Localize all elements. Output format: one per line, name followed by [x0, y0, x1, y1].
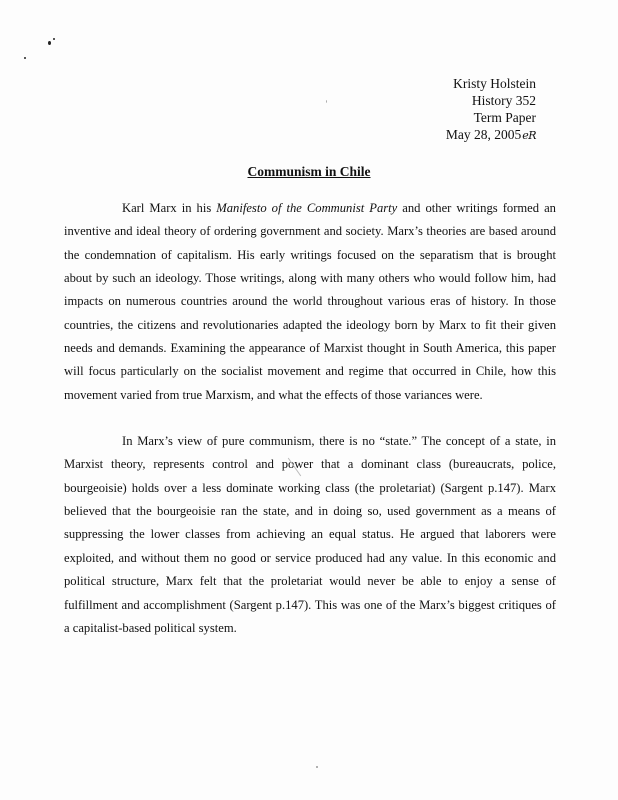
scan-speck — [53, 38, 55, 40]
book-title: Manifesto of the Communist Party — [216, 201, 398, 215]
assignment-type: Term Paper — [473, 110, 536, 125]
page-title: Communism in Chile — [247, 164, 371, 179]
scan-speck — [24, 57, 26, 59]
date-line — [446, 126, 536, 144]
author-name: Kristy Holstein — [453, 76, 536, 91]
scan-speck — [316, 766, 318, 768]
course-name: History 352 — [471, 93, 536, 108]
paragraph-1-lead: Karl Marx in his — [122, 201, 217, 215]
handwritten-initials: eR — [522, 129, 536, 142]
scan-speck — [48, 41, 51, 45]
scan-speck — [326, 100, 327, 103]
paragraph-1 — [64, 197, 556, 407]
paragraph-2: In Marx’s view of pure communism, there is no “state.” The concept of a state, in Marxist theory, represents control and power that a dominant class (bureaucrats, police, bourgeoisie) holds over a less dominate working class (the proletariat) (Sargent p.147). Marx believed that the bourgeoisie ran the state, and in doing so, used government as a means of suppressing the lower classes from achieving an equal status. He argued that laborers were exploited, and without them no good or service produced had any value. In this economic and political structure, Marx felt that the proletariat would never be able to enjoy a sense of fulfillment and accomplishment (Sargent p.147). This was one of the Marx’s biggest critiques of a capitalist-based political system. — [64, 434, 556, 635]
body-text — [64, 197, 556, 640]
date-text: May 28, 2005 — [445, 127, 522, 142]
paragraph-1-rest: and other writings formed an inventive and ideal theory of ordering government and society. Marx’s theories are based around the condemnation of capitalism. His early writings focused on the separatism that is brought about by such an ideology. Those writings, along with many others who would follow him, had impacts on numerous countries around the world throughout various eras of history. In those countries, the citizens and revolutionaries adapted the ideology born by Marx to fit their given needs and demands. Examining the appearance of Marxist thought in South America, this paper will focus particularly on the socialist movement and regime that occurred in Chile, how this movement varied from true Marxism, and what the effects of those variances were. — [64, 201, 556, 402]
header-block — [446, 75, 536, 144]
